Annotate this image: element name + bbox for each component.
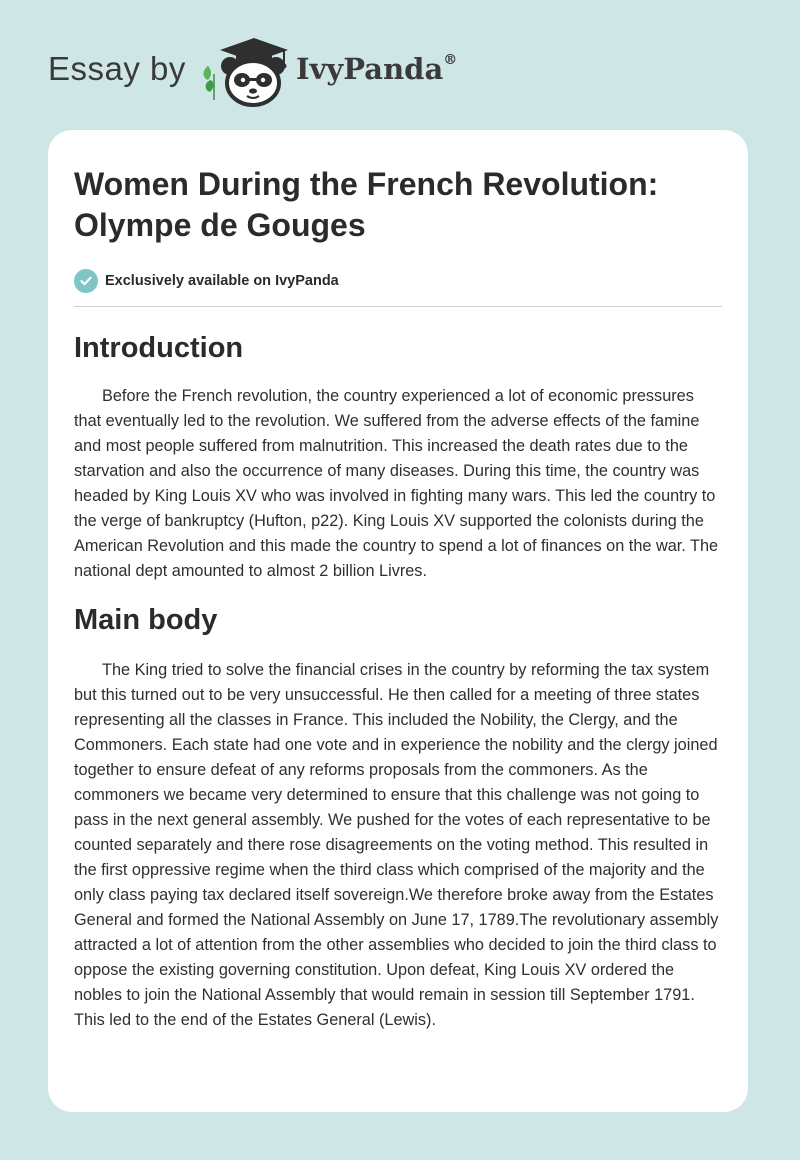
site-header <box>0 0 800 130</box>
section-paragraph: Before the French revolution, the country experienced a lot of economic pressures that eventually led to the revolution. We suffered from the adverse effects of the famine and most people suffered from malnutrition. This increased the death rates due to the starvation and also the occurrence of many diseases. During this time, the country was headed by King Louis XV who was involved in fighting many wars. This led the country to the verge of bankruptcy (Hufton, p22). King Louis XV supported the colonists during the American Revolution and this made the country to spend a lot of finances on the war. The national dept amounted to almost 2 billion Livres. <box>74 387 719 580</box>
exclusive-badge <box>74 268 722 294</box>
section-heading: Introduction <box>74 332 244 364</box>
section-heading: Main body <box>74 604 218 636</box>
essay-by-label: Essay by <box>48 50 186 87</box>
brand-name[interactable] <box>296 52 457 86</box>
badge-label: Exclusively available on IvyPanda <box>105 273 339 289</box>
ivy-leaf-icon <box>204 66 215 100</box>
essay-card <box>48 130 748 1112</box>
brand-text: IvyPanda <box>296 52 444 86</box>
section-paragraph: The King tried to solve the financial crises in the country by reforming the tax system but this turned out to be very unsuccessful. He then called for a meeting of three states representing all the classes in France. This included the Nobility, the Clergy, and the Commoners. Each state had one vote and in experience the nobility and the clergy joined together to ensure defeat of any reforms proposals from the commoners. As the commoners we became very determined to ensure that this challenge was not going to pass in the next general assembly. We pushed for the votes of each representative to be counted separately and there rose disagreements on the voting method. This resulted in the first oppressive regime when the third class which comprised of the majority and the only class paying tax declared itself sovereign.We therefore broke away from the Estates General and formed the National Assembly on June 17, 1789.The revolutionary assembly attracted a lot of attention from the other assemblies who decided to join the third class to oppose the existing governing constitution. Upon defeat, King Louis XV ordered the nobles to join the National Assembly that would remain in session till September 1791. This led to the end of the Estates General (Lewis). <box>74 661 719 1029</box>
divider <box>74 306 722 307</box>
check-icon <box>74 269 98 293</box>
page-title: Women During the French Revolution: Olympe de Gouges <box>74 166 659 243</box>
registered-mark: ® <box>443 52 458 69</box>
section-main-body <box>74 602 722 1033</box>
section-introduction <box>74 330 722 584</box>
panda-graduate-icon[interactable] <box>200 36 292 108</box>
